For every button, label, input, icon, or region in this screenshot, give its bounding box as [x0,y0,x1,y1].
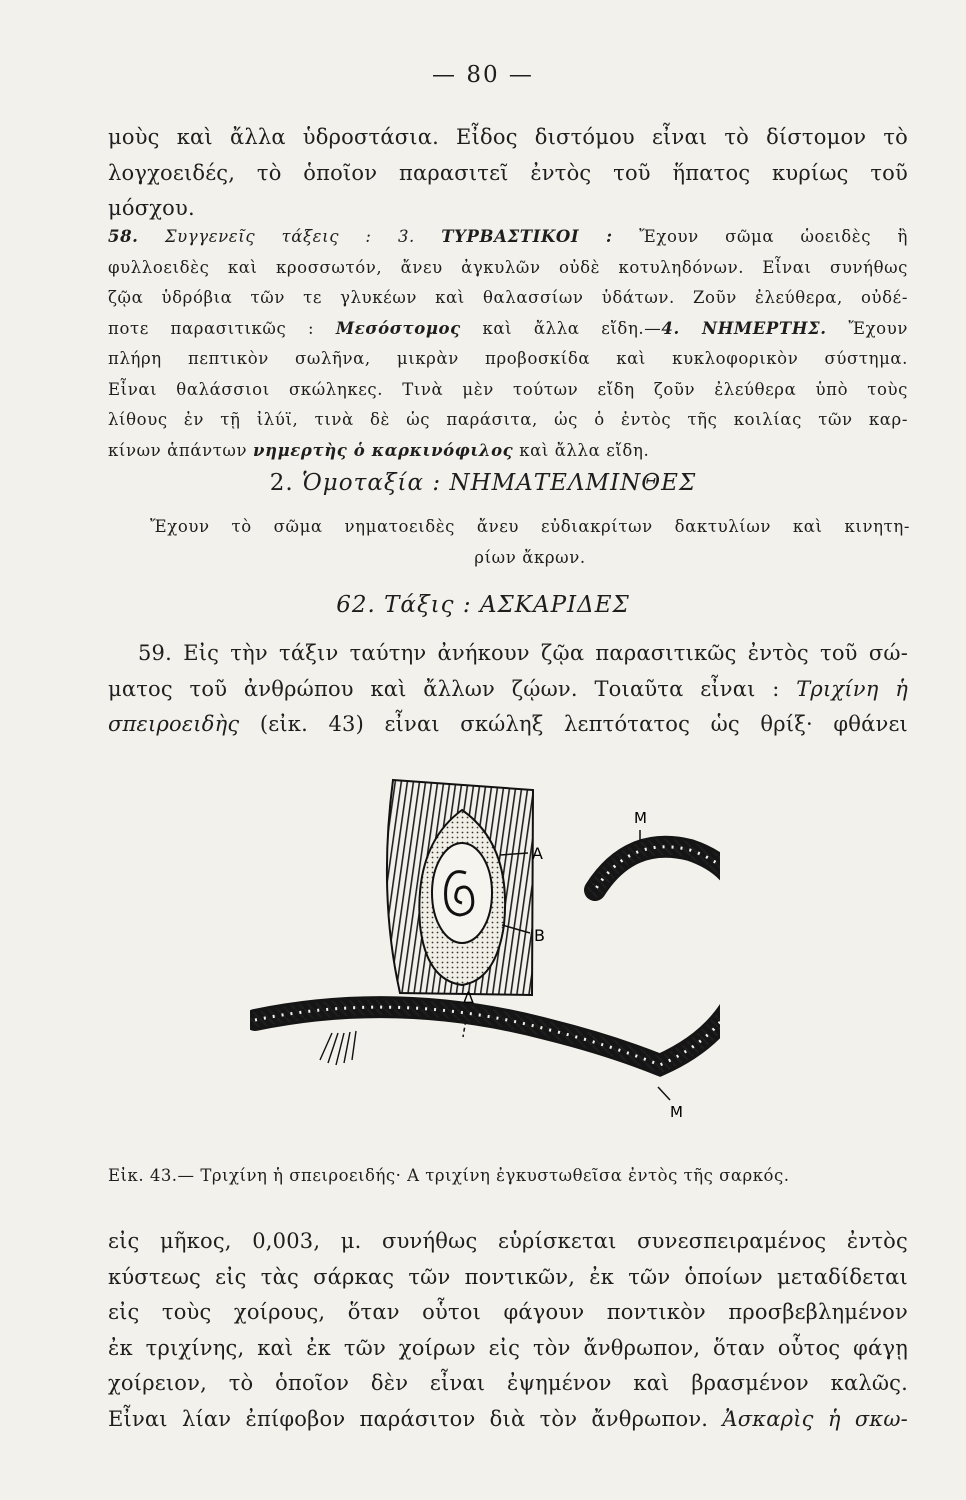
text-line: φυλλοειδὲς καὶ κροσσωτόν, ἄνευ ἀγκυλῶν οὐδὲ κοτυληδόνων. Εἶναι συνήθως [108,257,908,277]
label-m-bottom: M [670,1103,683,1121]
text-line [108,1402,908,1438]
label-b: B [534,926,545,945]
text-run: Ἔχουν σῶμα ὡοειδὲς ἢ [639,227,908,246]
order-name: 4. ΝΗΜΕΡΤΗΣ. [661,318,827,338]
heading-number: 62. [336,592,376,618]
heading-title: ΑΣΚΑΡΙΔΕΣ [479,592,630,618]
figure-caption [108,1166,898,1185]
species-name: Ἀσκαρὶς ἡ σκω- [722,1406,908,1431]
text-run: (εἰκ. 43) εἶναι σκώληξ λεπτότατος ὡς θρίξ· φθάνει [259,712,908,736]
text-run: καὶ ἄλλα εἴδη. [519,440,650,460]
text-line: πλήρη πεπτικὸν σωλῆνα, μικρὰν προβοσκίδα καὶ κυκλοφορικὸν σύστημα. [108,349,908,368]
text-run: Εἶναι λίαν ἐπίφοβον παράσιτον διὰ τὸν ἄνθρωπον. [108,1406,709,1431]
species-name: Τριχίνη ἡ [796,676,908,701]
section-58 [108,222,908,466]
text-line [108,314,908,345]
text-line: κύστεως εἰς τὰς σάρκας τῶν ποντικῶν, ἐκ τῶν ὁποίων μεταδίδεται [108,1264,908,1289]
text-run: ματος τοῦ ἀνθρώπου καὶ ἄλλων ζῴων. Τοιαῦτα εἶναι : [108,676,780,701]
section-59 [108,636,908,743]
species-name: νημερτὴς ὁ καρκινόφιλος [252,440,514,460]
text-run: κίνων ἁπάντων [108,440,248,460]
text-line: λογχοειδές, τὸ ὁποῖον παρασιτεῖ ἐντὸς τοῦ ἥπατος κυρίως τοῦ [108,160,908,185]
text-line: ζῷα ὑδρόβια τῶν τε γλυκέων καὶ θαλασσίων ὑδάτων. Ζοῦν ἐλεύθερα, οὐδέ- [108,288,908,307]
section-label: Συγγενεῖς τάξεις : 3. [164,227,415,246]
heading-title: ΝΗΜΑΤΕΛΜΙΝΘΕΣ [449,470,697,496]
paragraph-top [108,120,908,227]
section-number: 58. [108,227,139,246]
text-line: ρίων ἄκρων. [474,547,586,567]
paragraph-bottom [108,1224,908,1437]
species-name: σπειροειδὴς [108,712,240,736]
text-line: Ἔχουν τὸ σῶμα νηματοειδὲς ἄνευ εὐδιακρίτων δακτυλίων καὶ κινητη- [150,517,910,536]
heading-number: 2. [269,470,294,496]
text-line: 59. Εἰς τὴν τάξιν ταύτην ἀνήκουν ζῷα παρασιτικῶς ἐντὸς τοῦ σώ- [138,641,908,665]
text-line: λίθους ἐν τῇ ἰλύϊ, τινὰ δὲ ὡς παράσιτα, ὡς ὁ ἐντὸς τῆς κοιλίας τῶν καρ- [108,410,908,429]
trichina-illustration [250,775,720,1130]
heading-label: Ὁμοταξία : [302,470,442,496]
text-run: Ἔχουν [848,318,908,338]
text-run: ποτε παρασιτικῶς : [108,318,315,338]
text-line: εἰς μῆκος, 0,003, μ. συνήθως εὑρίσκεται συνεσπειραμένος ἐντὸς [108,1229,908,1253]
label-a: A [532,844,543,863]
text-line: μοὺς καὶ ἄλλα ὑδροστάσια. Εἶδος διστόμου εἶναι τὸ δίστομον τὸ [108,125,908,149]
text-line: ἐκ τριχίνης, καὶ ἐκ τῶν χοίρων εἰς τὸν ἄνθρωπον, ὅταν οὗτος φάγῃ [108,1335,908,1360]
text-line: Εἶναι θαλάσσιοι σκώληκες. Τινὰ μὲν τούτων εἴδη ζοῦν ἐλεύθερα ὑπὸ τοὺς [108,379,908,399]
subclass-description [150,512,910,573]
heading-label: Τάξις : [384,592,472,618]
text-line [108,222,908,253]
label-delta: Δ [463,988,474,1007]
text-line [108,436,908,467]
label-m-top: M [634,809,647,827]
muscle-tissue-block [387,780,533,995]
text-line [108,672,908,708]
caption-text: Τριχίνη ἡ σπειροειδής· Α τριχίνη ἐγκυστωθεῖσα ἐντὸς τῆς σαρκός. [200,1166,790,1185]
text-line: χοίρειον, τὸ ὁποῖον δὲν εἶναι ἐψημένον καὶ βρασμένον καλῶς. [108,1371,908,1395]
text-line [108,707,908,743]
page-number: — 80 — [432,62,534,88]
text-line: εἰς τοὺς χοίρους, ὅταν οὗτοι φάγουν ποντικὸν προσβεβλημένον [108,1300,908,1324]
order-name: ΤΥΡΒΑΣΤΙΚΟΙ : [441,227,613,246]
caption-label: Εἰκ. 43.— [108,1166,195,1185]
order-heading [0,592,966,618]
subclass-heading [0,470,966,496]
text-line: μόσχου. [108,196,195,220]
text-run: καὶ ἄλλα εἴδη.— [482,318,662,338]
genus-name: Μεσόστομος [335,318,461,338]
